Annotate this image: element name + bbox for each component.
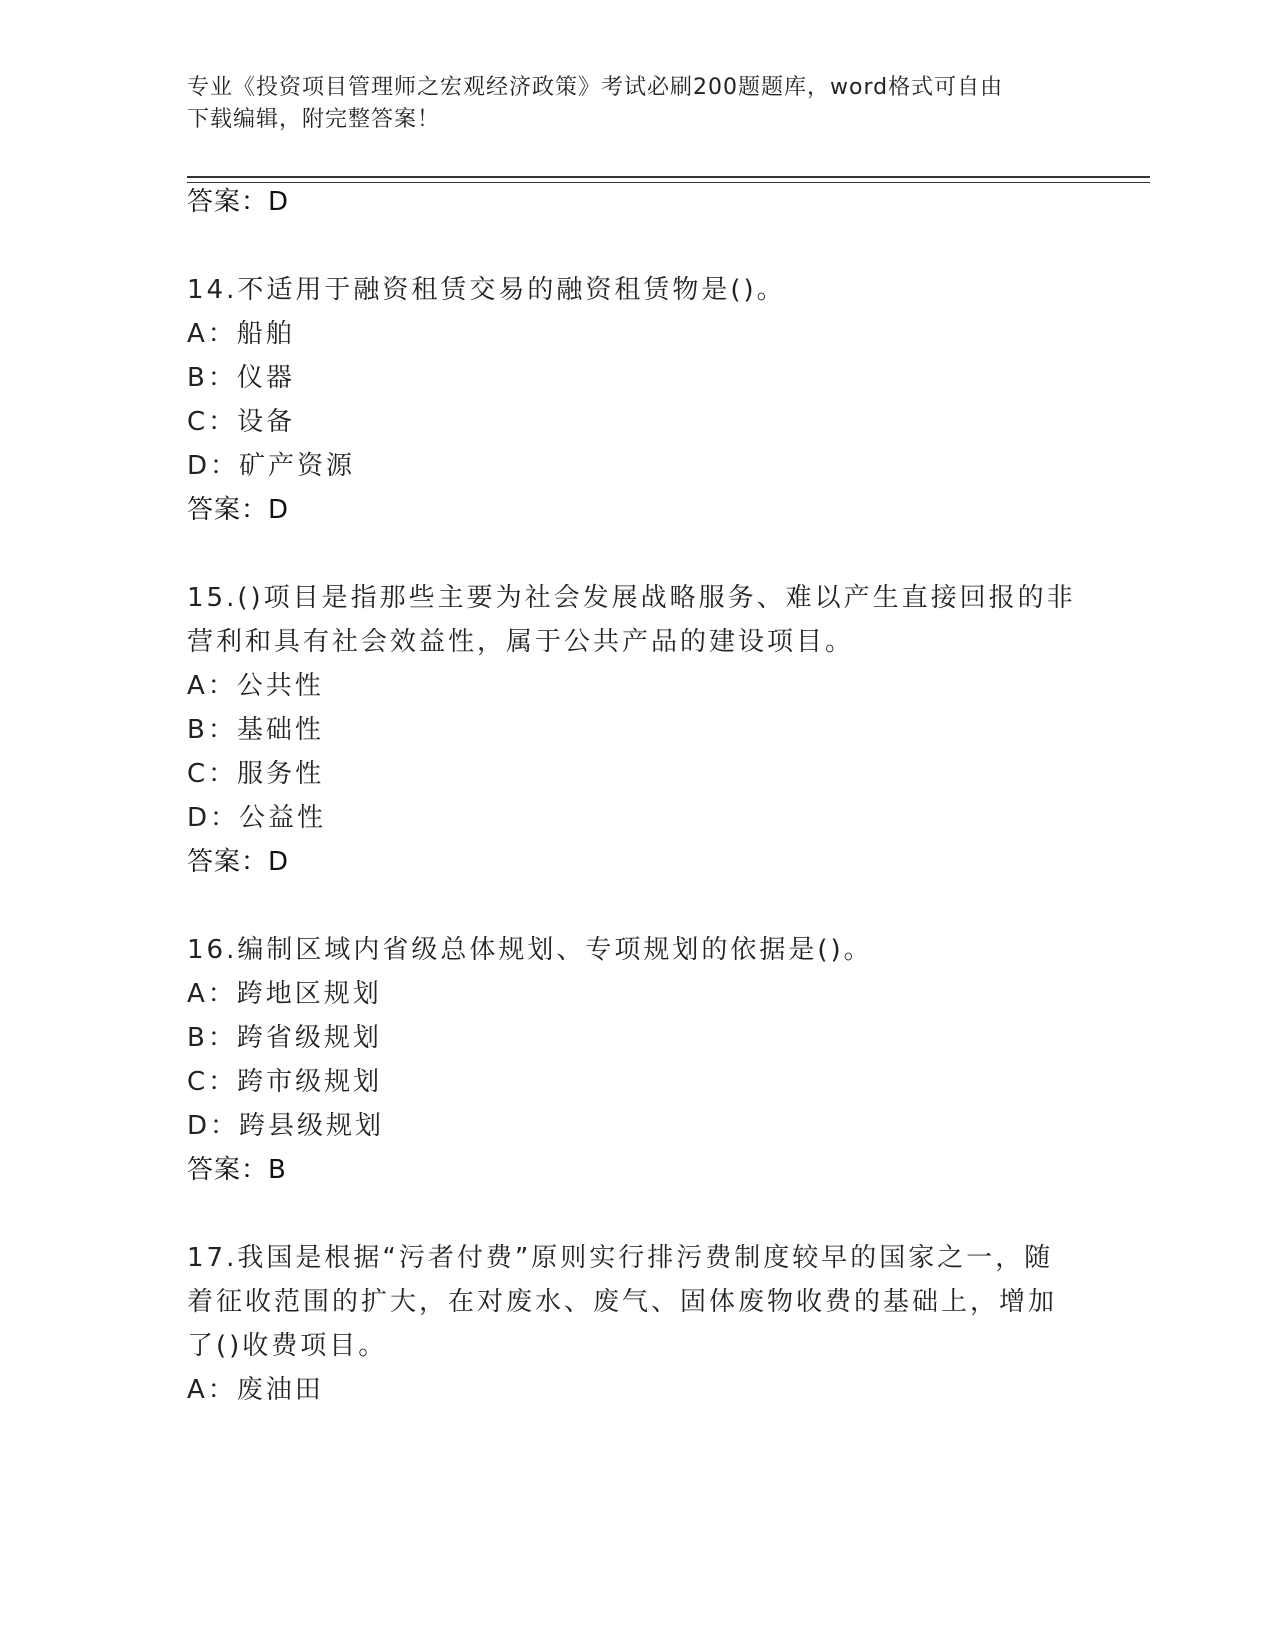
answer-value: D <box>268 847 290 877</box>
answer-label: 答案： <box>187 187 269 217</box>
question-stem: 15.()项目是指那些主要为社会发展战略服务、难以产生直接回报的非 <box>187 583 1076 613</box>
question-stem: 营利和具有社会效益性，属于公共产品的建设项目。 <box>187 627 855 657</box>
question-option: A：船舶 <box>187 319 295 349</box>
question-option: D：公益性 <box>187 803 327 833</box>
question-option: D：跨县级规划 <box>187 1111 385 1141</box>
question-option: B：基础性 <box>187 715 324 745</box>
question-stem: 16.编制区域内省级总体规划、专项规划的依据是()。 <box>187 935 873 965</box>
answer-label: 答案： <box>187 495 269 525</box>
answer-value: D <box>268 187 290 217</box>
answer-value: D <box>268 495 290 525</box>
question-stem: 了()收费项目。 <box>187 1331 388 1361</box>
header-line-2: 下载编辑，附完整答案！ <box>187 107 441 132</box>
question-option: A：废油田 <box>187 1375 324 1405</box>
question-option: A：跨地区规划 <box>187 979 382 1009</box>
previous-answer <box>187 180 1087 225</box>
question-stem: 17.我国是根据“污者付费”原则实行排污费制度较早的国家之一，随 <box>187 1243 1054 1273</box>
question-answer <box>187 1148 1087 1193</box>
question-option: A：公共性 <box>187 671 324 701</box>
answer-value: B <box>268 1155 287 1185</box>
question-option: C：设备 <box>187 407 296 437</box>
question-stem: 着征收范围的扩大，在对废水、废气、固体废物收费的基础上，增加 <box>187 1287 1058 1317</box>
question-answer <box>187 488 1087 533</box>
question-option: B：仪器 <box>187 363 295 393</box>
question-option: B：跨省级规划 <box>187 1023 382 1053</box>
question-option: C：跨市级规划 <box>187 1067 383 1097</box>
question-option: C：服务性 <box>187 759 325 789</box>
question-answer <box>187 840 1087 885</box>
header-line-1: 专业《投资项目管理师之宏观经济政策》考试必刷200题题库，word格式可自由 <box>187 75 1004 100</box>
answer-label: 答案： <box>187 847 269 877</box>
answer-label: 答案： <box>187 1155 269 1185</box>
question-option: D：矿产资源 <box>187 451 356 481</box>
question-stem: 14.不适用于融资租赁交易的融资租赁物是()。 <box>187 275 786 305</box>
document-header <box>187 72 1067 136</box>
